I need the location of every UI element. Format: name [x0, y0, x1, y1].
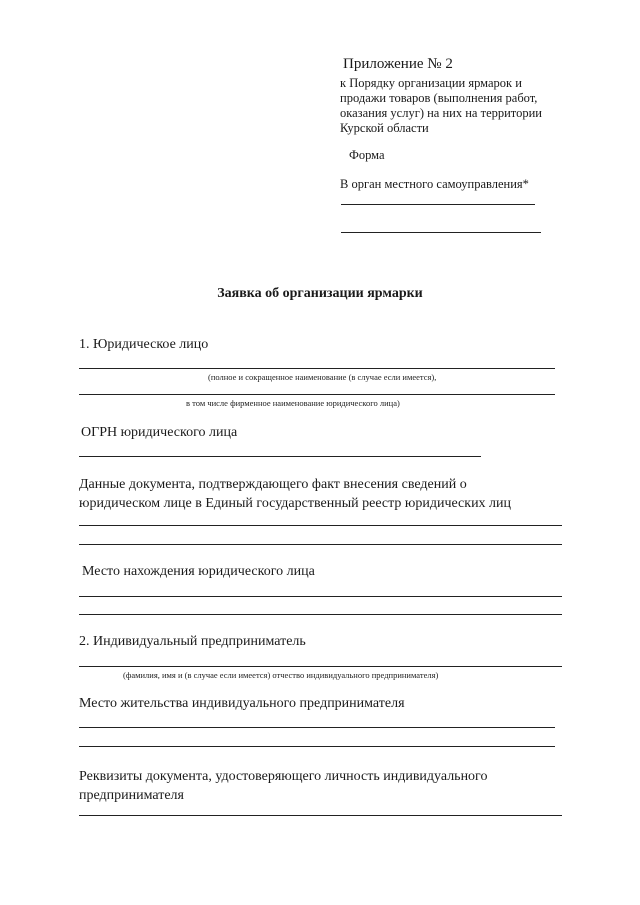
legal-entity-heading: 1. Юридическое лицо: [79, 337, 209, 352]
appendix-description: [340, 76, 565, 136]
residence-line-2[interactable]: [79, 746, 555, 747]
registry-data-line: юридическом лице в Единый государственный реестр юридических лиц: [79, 496, 512, 511]
id-document-line: предпринимателя: [79, 788, 184, 803]
id-document-label: [79, 767, 569, 805]
recipient-line-1[interactable]: [341, 204, 535, 205]
appendix-line: к Порядку организации ярмарок и: [340, 76, 522, 90]
entrepreneur-name-note: (фамилия, имя и (в случае если имеется) отчество индивидуального предпринимателя): [123, 670, 439, 680]
appendix-line: оказания услуг) на них на территории: [340, 106, 542, 120]
residence-label: Место жительства индивидуального предпринимателя: [79, 696, 405, 711]
appendix-line: продажи товаров (выполнения работ,: [340, 91, 538, 105]
registry-data-label: [79, 475, 569, 513]
legal-entity-name-note-1: (полное и сокращенное наименование (в случае если имеется),: [208, 372, 437, 382]
legal-entity-name-line-2[interactable]: [79, 394, 555, 395]
location-line-2[interactable]: [79, 614, 562, 615]
id-document-line-1[interactable]: [79, 815, 562, 816]
entrepreneur-name-line[interactable]: [79, 666, 562, 667]
id-document-line: Реквизиты документа, удостоверяющего личность индивидуального: [79, 769, 488, 784]
registry-data-line: Данные документа, подтверждающего факт внесения сведений о: [79, 477, 467, 492]
appendix-line: Курской области: [340, 121, 429, 135]
legal-entity-name-line-1[interactable]: [79, 368, 555, 369]
entrepreneur-heading: 2. Индивидуальный предприниматель: [79, 634, 306, 649]
location-line-1[interactable]: [79, 596, 562, 597]
recipient-label: В орган местного самоуправления*: [340, 177, 529, 191]
legal-entity-name-note-2: в том числе фирменное наименование юридического лица): [186, 398, 400, 408]
ogrn-label: ОГРН юридического лица: [81, 425, 238, 440]
registry-data-line-1[interactable]: [79, 525, 562, 526]
form-label: Форма: [349, 148, 385, 162]
location-label: Место нахождения юридического лица: [82, 564, 315, 579]
recipient-line-2[interactable]: [341, 232, 541, 233]
document-title: Заявка об организации ярмарки: [217, 286, 423, 301]
appendix-title: Приложение № 2: [343, 56, 453, 72]
ogrn-line[interactable]: [79, 456, 481, 457]
residence-line-1[interactable]: [79, 727, 555, 728]
registry-data-line-2[interactable]: [79, 544, 562, 545]
